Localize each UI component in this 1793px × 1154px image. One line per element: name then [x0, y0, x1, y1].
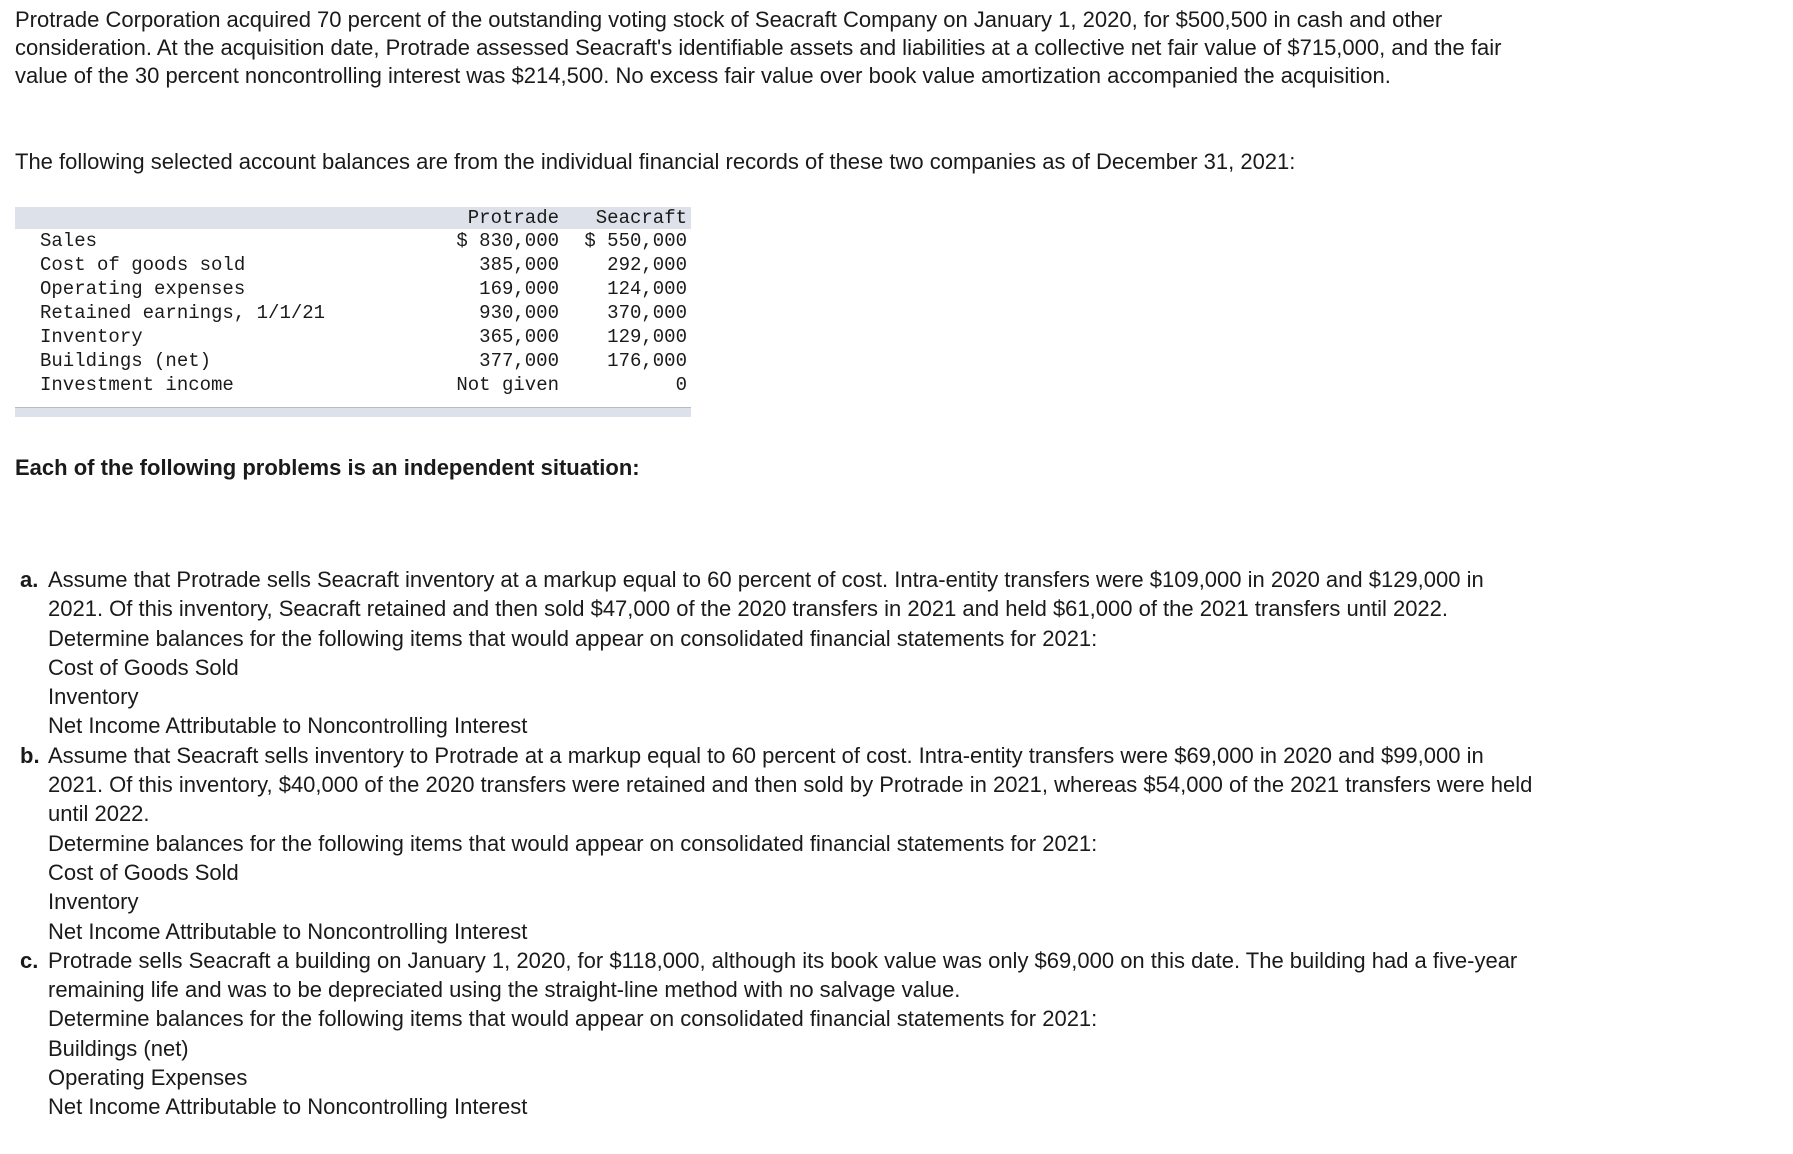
problem-prompt: Determine balances for the following items that would appear on consolidated financial statements for 2021:: [48, 830, 1098, 856]
problem-item: Inventory: [48, 889, 139, 915]
problem-prompt: Determine balances for the following items that would appear on consolidated financial statements for 2021:: [48, 1006, 1098, 1032]
row-protrade-value: 385,000: [479, 254, 559, 276]
problem-item: Net Income Attributable to Noncontrolling Interest: [48, 713, 528, 739]
problem-text: Assume that Seacraft sells inventory to Protrade at a markup equal to 60 percent of cost. Intra-entity transfers were $69,000 in 2020 and $99,000 in 2021. Of this inventory, $40,000 of the 2020 transfers were retained and then sold by Protrade in 2021, whereas $54,000 of the 2021 transfers were held until 2022.: [48, 742, 1533, 827]
problem-item: Buildings (net): [48, 1035, 189, 1061]
problem-text: Assume that Protrade sells Seacraft inventory at a markup equal to 60 percent of cost. Intra-entity transfers were $109,000 in 2020 and $129,000 in 2021. Of this inventory, Seacraft retained and then sold $47,000 of the 2020 transfers in 2021 and held $61,000 of the 2021 transfers until 2022.: [48, 567, 1484, 622]
table-row: [15, 301, 691, 325]
row-label: Buildings (net): [40, 350, 212, 372]
problem-letter: a.: [20, 567, 39, 592]
row-label: Retained earnings, 1/1/21: [40, 302, 326, 324]
account-balances-table: [15, 207, 691, 397]
problem-item: Inventory: [48, 684, 139, 710]
problem-body: [48, 946, 1540, 1122]
problem-item: Cost of Goods Sold: [48, 654, 239, 680]
table-row: [15, 373, 691, 397]
problem-item: Net Income Attributable to Noncontrolling Interest: [48, 1094, 528, 1120]
row-label: Sales: [40, 230, 98, 252]
problem-letter: c.: [20, 947, 39, 973]
problem-text: Protrade sells Seacraft a building on January 1, 2020, for $118,000, although its book value was only $69,000 on this date. The building had a five-year remaining life and was to be depreciated using the straight-line method with no salvage value.: [48, 947, 1518, 1003]
row-seacraft-value: 370,000: [607, 302, 687, 324]
problem-body: [48, 741, 1540, 946]
intro-paragraph: Protrade Corporation acquired 70 percent of the outstanding voting stock of Seacraft Company on January 1, 2020, for $500,500 in cash and other consideration. At the acquisition date, Protrade assessed Seacraft's identifiable assets and liabilities at a collective net fair value of $715,000, and the fair value of the 30 percent noncontrolling interest was $214,500. No excess fair value over book value amortization accompanied the acquisition.: [15, 7, 1502, 88]
problem-letter: b.: [20, 742, 40, 768]
table-row: [15, 349, 691, 373]
row-protrade-value: 930,000: [479, 302, 559, 324]
account-balances-table-container: [15, 207, 691, 419]
row-label: Cost of goods sold: [40, 254, 246, 276]
header-seacraft: Seacraft: [595, 207, 687, 229]
row-label: Operating expenses: [40, 278, 246, 300]
row-seacraft-value: $ 550,000: [584, 230, 687, 252]
table-row: [15, 229, 691, 253]
header-label-cell: [15, 207, 430, 229]
row-seacraft-value: 176,000: [607, 350, 687, 372]
table-row: [15, 277, 691, 301]
row-protrade-value: 377,000: [479, 350, 559, 372]
problem-b: [20, 741, 1540, 946]
row-protrade-value: $ 830,000: [456, 230, 559, 252]
problem-body: [48, 565, 1540, 741]
problem-a: [20, 565, 1540, 741]
row-protrade-value: 365,000: [479, 326, 559, 348]
table-row: [15, 253, 691, 277]
table-footer-band: [15, 407, 691, 417]
problem-list: [20, 565, 1540, 1122]
problem-item: Net Income Attributable to Noncontrolling Interest: [48, 918, 528, 944]
row-seacraft-value: 129,000: [607, 326, 687, 348]
row-label: Investment income: [40, 374, 234, 396]
row-seacraft-value: 124,000: [607, 278, 687, 300]
row-protrade-value: Not given: [456, 374, 559, 396]
problem-prompt: Determine balances for the following items that would appear on consolidated financial statements for 2021:: [48, 625, 1098, 651]
table-lead-sentence: The following selected account balances are from the individual financial records of these two companies as of December 31, 2021:: [15, 149, 1296, 174]
problem-item: Cost of Goods Sold: [48, 859, 239, 885]
row-protrade-value: 169,000: [479, 278, 559, 300]
problem-item: Operating Expenses: [48, 1065, 248, 1091]
row-seacraft-value: 292,000: [607, 254, 687, 276]
table-header-row: [15, 207, 691, 229]
row-label: Inventory: [40, 326, 143, 348]
header-protrade: Protrade: [467, 207, 559, 229]
row-seacraft-value: 0: [675, 374, 687, 396]
problem-c: [20, 946, 1540, 1122]
section-title: Each of the following problems is an independent situation:: [15, 455, 640, 480]
table-row: [15, 325, 691, 349]
